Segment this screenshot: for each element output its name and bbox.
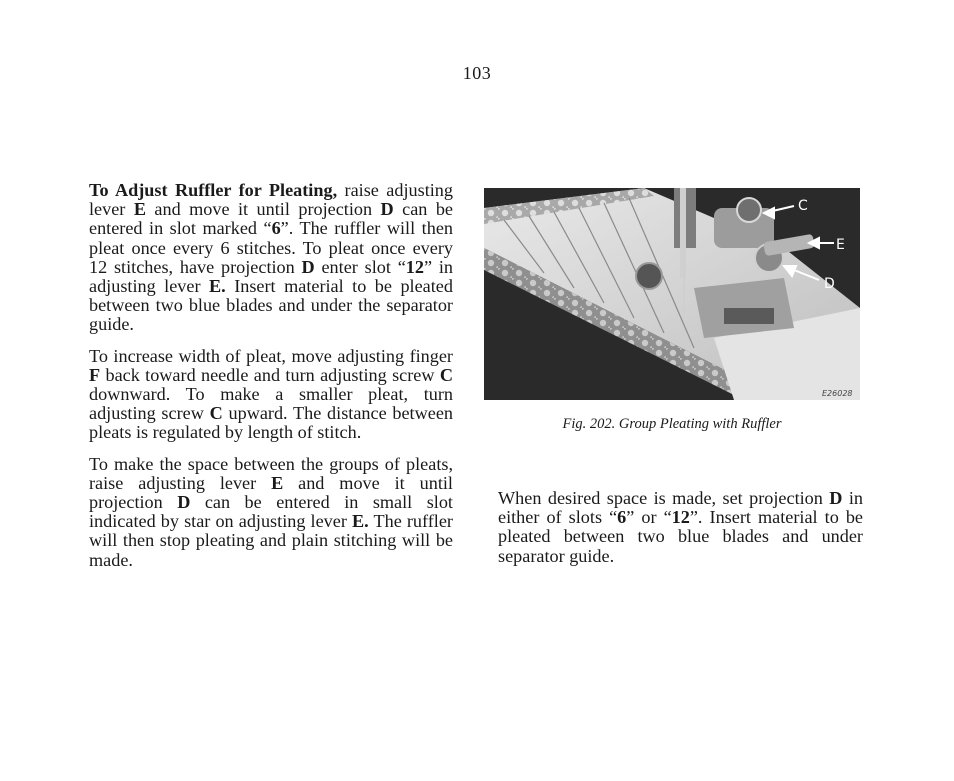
label-d: D — [824, 276, 835, 292]
right-column — [498, 489, 863, 566]
label-e: E — [836, 237, 845, 253]
section-heading: To Adjust Ruffler for Pleating, — [89, 180, 338, 200]
paragraph-set-projection: When desired space is made, set projection D in either of slots “6” or “12”. Insert material to be pleated between two blue blades and under separator guide. — [498, 488, 864, 566]
ruffler-illustration — [484, 188, 860, 400]
page-number: 103 — [462, 63, 492, 83]
paragraph-group-spacing: To make the space between the groups of pleats, raise adjusting lever E and move it until projection D can be entered in small slot indicated by star on adjusting lever E. The ruffler will then stop pleating and plain stitching will be made. — [89, 453, 453, 570]
ruffler-photo — [484, 188, 860, 400]
paragraph-adjust-ruffler: To Adjust Ruffler for Pleating, raise adjusting lever E and move it until projection D can be entered in slot marked “6”. The ruffler will then pleat once every 6 stitches. To pleat once every 12 stitches, have projection D enter slot “12” in adjusting lever E. Insert material to be pleated between two blue blades and under the separator guide. — [89, 180, 454, 335]
figure-code: E26028 — [822, 389, 853, 398]
paragraph-pleat-width: To increase width of pleat, move adjusting finger F back toward needle and turn adjusting screw C downward. To make a smaller pleat, turn adjusting screw C upward. The distance between pleats is regulated by length of stitch. — [89, 345, 453, 443]
left-column — [89, 181, 453, 582]
figure-caption: Fig. 202. Group Pleating with Ruffler — [562, 416, 782, 432]
label-c: C — [798, 198, 808, 214]
